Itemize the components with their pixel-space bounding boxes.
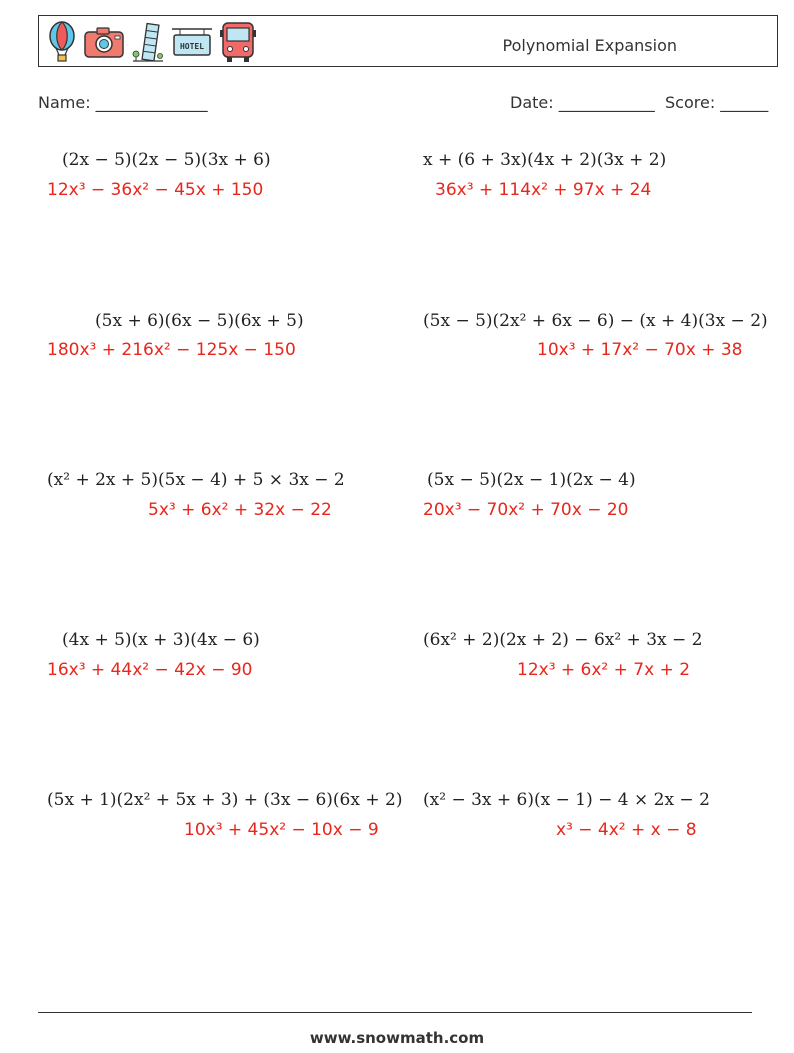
problem-9-question: (5x + 1)(2x² + 5x + 3) + (3x − 6)(6x + 2) <box>47 790 403 810</box>
problem-6-answer: 20x³ − 70x² + 70x − 20 <box>423 500 629 520</box>
footer-divider <box>38 1012 752 1013</box>
name-field: Name: ______________ <box>38 93 208 112</box>
header-icons <box>47 20 257 64</box>
problem-3-answer: 180x³ + 216x² − 125x − 150 <box>47 340 296 360</box>
score-field: Score: ______ <box>665 93 769 112</box>
worksheet-title: Polynomial Expansion <box>502 36 677 55</box>
svg-text:HOTEL: HOTEL <box>179 42 205 51</box>
hotel-sign-icon <box>171 25 213 59</box>
problem-4-question: (5x − 5)(2x² + 6x − 6) − (x + 4)(3x − 2) <box>423 311 768 331</box>
problem-1-answer: 12x³ − 36x² − 45x + 150 <box>47 180 264 200</box>
problem-5-question: (x² + 2x + 5)(5x − 4) + 5 × 3x − 2 <box>47 470 345 490</box>
problem-7-question: (4x + 5)(x + 3)(4x − 6) <box>62 630 260 650</box>
problem-4-answer: 10x³ + 17x² − 70x + 38 <box>537 340 743 360</box>
footer-url: www.snowmath.com <box>309 1029 485 1047</box>
problem-8-answer: 12x³ + 6x² + 7x + 2 <box>517 660 691 680</box>
problem-10-answer: x³ − 4x² + x − 8 <box>556 820 697 840</box>
problem-8-question: (6x² + 2)(2x + 2) − 6x² + 3x − 2 <box>423 630 703 650</box>
leaning-tower-icon <box>131 20 165 64</box>
problem-10-question: (x² − 3x + 6)(x − 1) − 4 × 2x − 2 <box>423 790 710 810</box>
problem-1-question: (2x − 5)(2x − 5)(3x + 6) <box>62 150 271 170</box>
problem-2-question: x + (6 + 3x)(4x + 2)(3x + 2) <box>423 150 667 170</box>
problem-2-answer: 36x³ + 114x² + 97x + 24 <box>435 180 652 200</box>
problem-5-answer: 5x³ + 6x² + 32x − 22 <box>148 500 332 520</box>
date-field: Date: ____________ <box>510 93 655 112</box>
problem-6-question: (5x − 5)(2x − 1)(2x − 4) <box>427 470 636 490</box>
worksheet-header <box>38 15 778 67</box>
camera-icon <box>83 25 125 59</box>
problem-3-question: (5x + 6)(6x − 5)(6x + 5) <box>95 311 304 331</box>
problem-9-answer: 10x³ + 45x² − 10x − 9 <box>184 820 379 840</box>
problem-7-answer: 16x³ + 44x² − 42x − 90 <box>47 660 253 680</box>
bus-icon <box>219 20 257 64</box>
hot-air-balloon-icon <box>47 21 77 63</box>
